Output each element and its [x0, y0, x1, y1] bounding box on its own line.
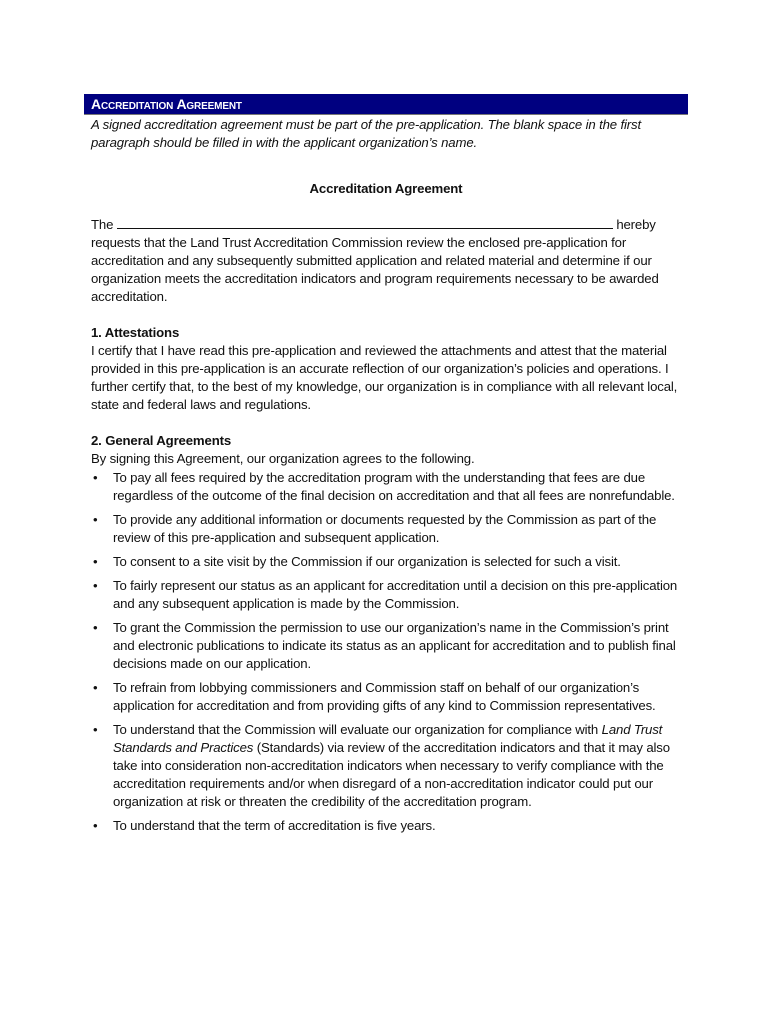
list-item-text: To grant the Commission the permission to use our organization’s name in the Commission’s print and electronic publications to indicate its status as an applicant for accreditation and to publish final decisions made on our application.	[113, 620, 676, 671]
intro-instructions: A signed accreditation agreement must be part of the pre-application. The blank space in the first paragraph should be filled in with the applicant organization’s name.	[91, 117, 641, 150]
list-item	[91, 469, 681, 505]
document-title: Accreditation Agreement	[309, 181, 463, 196]
bullet-icon: •	[93, 722, 98, 737]
opening-paragraph	[91, 216, 681, 306]
list-item-text: To understand that the term of accreditation is five years.	[113, 818, 436, 833]
bullet-icon: •	[93, 470, 98, 485]
standards-title: Land Trust Standards and Practices	[113, 722, 663, 755]
list-item	[91, 817, 681, 835]
organization-name-blank[interactable]	[117, 216, 613, 229]
general-agreements-lead: By signing this Agreement, our organization agrees to the following.	[91, 451, 475, 466]
attestations-text: I certify that I have read this pre-application and reviewed the attachments and attest that the material provided in this pre-application is an accurate reflection of our organization’s policies and operations. I further certify that, to the best of my knowledge, our organization is in compliance with all relevant local, state and federal laws and regulations.	[91, 343, 678, 412]
bullet-icon: •	[93, 554, 98, 569]
general-agreements-heading: 2. General Agreements	[91, 433, 232, 448]
list-item-text: To understand that the Commission will evaluate our organization for compliance with	[113, 722, 602, 737]
list-item-text: To refrain from lobbying commissioners and Commission staff on behalf of our organization’s application for accreditation and from providing gifts of any kind to Commission representatives.	[113, 680, 656, 713]
agreements-list	[91, 469, 681, 835]
list-item	[91, 619, 681, 673]
list-item	[91, 577, 681, 613]
list-item-text-cont: (Standards) via review of the accreditation indicators and that it may also take into consideration non-accreditation indicators when necessary to verify compliance with the accreditation requirements and/or when disregard of a non-accreditation indicator could put our organization at risk or threaten the credibility of the accreditation program.	[113, 740, 670, 809]
list-item	[91, 553, 681, 571]
list-item-text: To pay all fees required by the accreditation program with the understanding that fees are due regardless of the outcome of the final decision on accreditation and that all fees are nonrefundable.	[113, 470, 675, 503]
list-item-text: To consent to a site visit by the Commission if our organization is selected for such a visit.	[113, 554, 621, 569]
attestations-heading: 1. Attestations	[91, 325, 180, 340]
list-item	[91, 679, 681, 715]
bullet-icon: •	[93, 680, 98, 695]
opening-hereby: hereby	[616, 217, 656, 232]
list-item	[91, 721, 681, 811]
document-page	[84, 94, 688, 841]
list-item-text: To provide any additional information or documents requested by the Commission as part of the review of this pre-application and subsequent application.	[113, 512, 657, 545]
section-header: Accreditation Agreement	[84, 94, 688, 115]
bullet-icon: •	[93, 578, 98, 593]
bullet-icon: •	[93, 620, 98, 635]
bullet-icon: •	[93, 512, 98, 527]
opening-the: The	[91, 217, 114, 232]
list-item-text: To fairly represent our status as an applicant for accreditation until a decision on this pre-application and any subsequent application is made by the Commission.	[113, 578, 678, 611]
list-item	[91, 511, 681, 547]
opening-rest: requests that the Land Trust Accreditation Commission review the enclosed pre-application for accreditation and any subsequently submitted application and related material and determine if our organization meets the accreditation indicators and program requirements necessary to be awarded accreditation.	[91, 235, 659, 304]
bullet-icon: •	[93, 818, 98, 833]
